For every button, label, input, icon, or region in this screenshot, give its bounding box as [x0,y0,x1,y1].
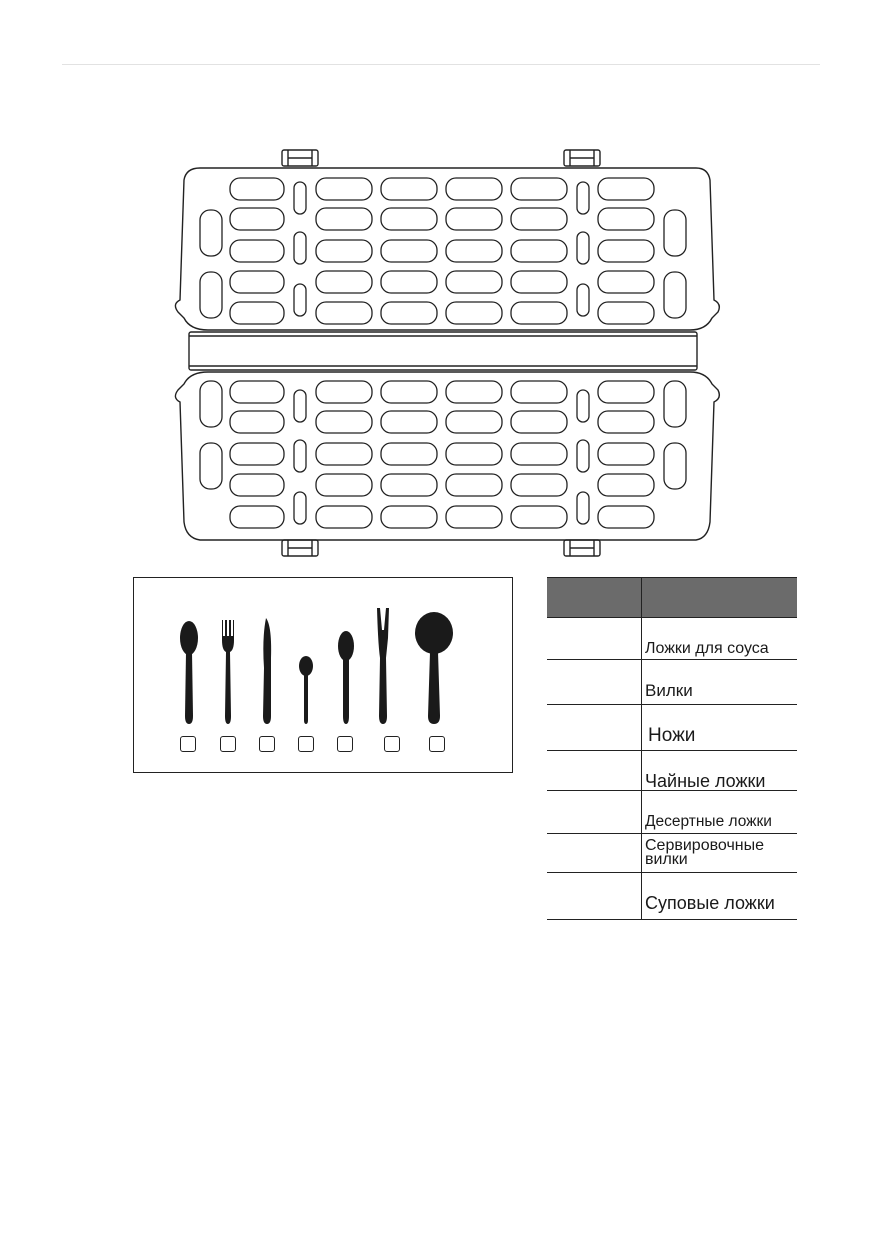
basket-slot [294,440,306,472]
basket-slot [577,182,589,214]
basket-slot [446,208,502,230]
basket-slot [446,474,502,496]
table-row [547,660,797,705]
spoon-checkbox[interactable] [180,736,196,752]
basket-slot [381,208,437,230]
basket-slot [598,506,654,528]
basket-slot [200,210,222,256]
basket-slot [316,240,372,262]
basket-slot [577,390,589,422]
basket-slot [664,443,686,489]
symbol-cell [547,660,642,705]
basket-slot [664,210,686,256]
basket-slot [446,178,502,200]
serving-fork-icon [377,608,389,724]
symbol-cell [547,834,642,873]
table-row [547,873,797,920]
table-header-row [547,578,797,618]
basket-slot [230,506,284,528]
utensil-label: Ложки для соуса [642,618,798,660]
basket-slot [381,240,437,262]
basket-slot [511,411,567,433]
basket-slot [200,381,222,427]
basket-slot [294,284,306,316]
basket-slot [598,411,654,433]
symbol-cell [547,791,642,834]
basket-slot [664,381,686,427]
basket-slot [200,443,222,489]
basket-slot [511,302,567,324]
fork-checkbox[interactable] [220,736,236,752]
basket-slot [446,271,502,293]
table-row [547,834,797,873]
symbol-cell [547,705,642,751]
spoon-icon [180,621,198,724]
basket-slot [598,240,654,262]
basket-slot [577,492,589,524]
basket-slot [511,240,567,262]
basket-slot [511,271,567,293]
header-rule [62,64,820,65]
basket-slot [446,240,502,262]
basket-slot [316,302,372,324]
utensil-key-table [547,577,797,920]
ladle-icon [415,612,453,724]
knife-checkbox[interactable] [259,736,275,752]
teaspoon-icon [299,656,313,724]
dessert-spoon-checkbox[interactable] [337,736,353,752]
basket-slot [381,271,437,293]
basket-slot [381,411,437,433]
basket-slot [381,443,437,465]
basket-slot [446,506,502,528]
dessert-spoon-icon [338,631,354,724]
basket-slot [511,443,567,465]
header-cell-2 [642,578,798,618]
basket-slot [230,302,284,324]
serving-fork-checkbox[interactable] [384,736,400,752]
basket-slot [511,208,567,230]
basket-slot [230,443,284,465]
basket-slot [294,232,306,264]
symbol-cell [547,618,642,660]
basket-slot [598,208,654,230]
cutlery-basket-diagram [160,140,730,560]
basket-slot [230,178,284,200]
table-row [547,751,797,791]
basket-slot [511,506,567,528]
table-row [547,791,797,834]
basket-slot [230,271,284,293]
basket-slot [511,474,567,496]
basket-slot [316,474,372,496]
symbol-cell [547,751,642,791]
table-row [547,618,797,660]
utensil-label: Ножи [642,705,798,751]
basket-slot [381,474,437,496]
basket-slot [598,443,654,465]
utensil-label: Вилки [642,660,798,705]
teaspoon-checkbox[interactable] [298,736,314,752]
header-cell-1 [547,578,642,618]
utensil-label: Сервировочные вилки [642,834,798,873]
basket-slot [598,474,654,496]
basket-slot [316,271,372,293]
table-row [547,705,797,751]
basket-slot [316,178,372,200]
basket-slot [511,381,567,403]
basket-slot [446,302,502,324]
basket-slot [598,381,654,403]
basket-slot [316,443,372,465]
basket-slot [664,272,686,318]
basket-slot [294,182,306,214]
basket-slot [230,240,284,262]
basket-slot [446,411,502,433]
basket-slot [294,492,306,524]
basket-slot [230,411,284,433]
ladle-checkbox[interactable] [429,736,445,752]
basket-slot [577,284,589,316]
utensil-label: Чайные ложки [642,751,798,791]
basket-slot [316,506,372,528]
basket-slot [316,381,372,403]
basket-slot [577,440,589,472]
basket-slot [381,506,437,528]
basket-slot [598,178,654,200]
basket-slot [381,302,437,324]
symbol-cell [547,873,642,920]
basket-slot [446,381,502,403]
basket-slot [294,390,306,422]
utensil-legend [133,577,513,773]
basket-slot [316,411,372,433]
fork-icon [222,620,234,724]
basket-slot [598,302,654,324]
basket-slot [200,272,222,318]
basket-slot [381,381,437,403]
basket-slot [381,178,437,200]
basket-slot [511,178,567,200]
basket-slot [446,443,502,465]
knife-icon [263,618,271,724]
basket-slot [230,208,284,230]
utensil-label: Суповые ложки [642,873,798,920]
basket-slot [230,474,284,496]
basket-slot [577,232,589,264]
basket-slot [316,208,372,230]
basket-slot [230,381,284,403]
utensil-label: Десертные ложки [642,791,798,834]
basket-slot [598,271,654,293]
